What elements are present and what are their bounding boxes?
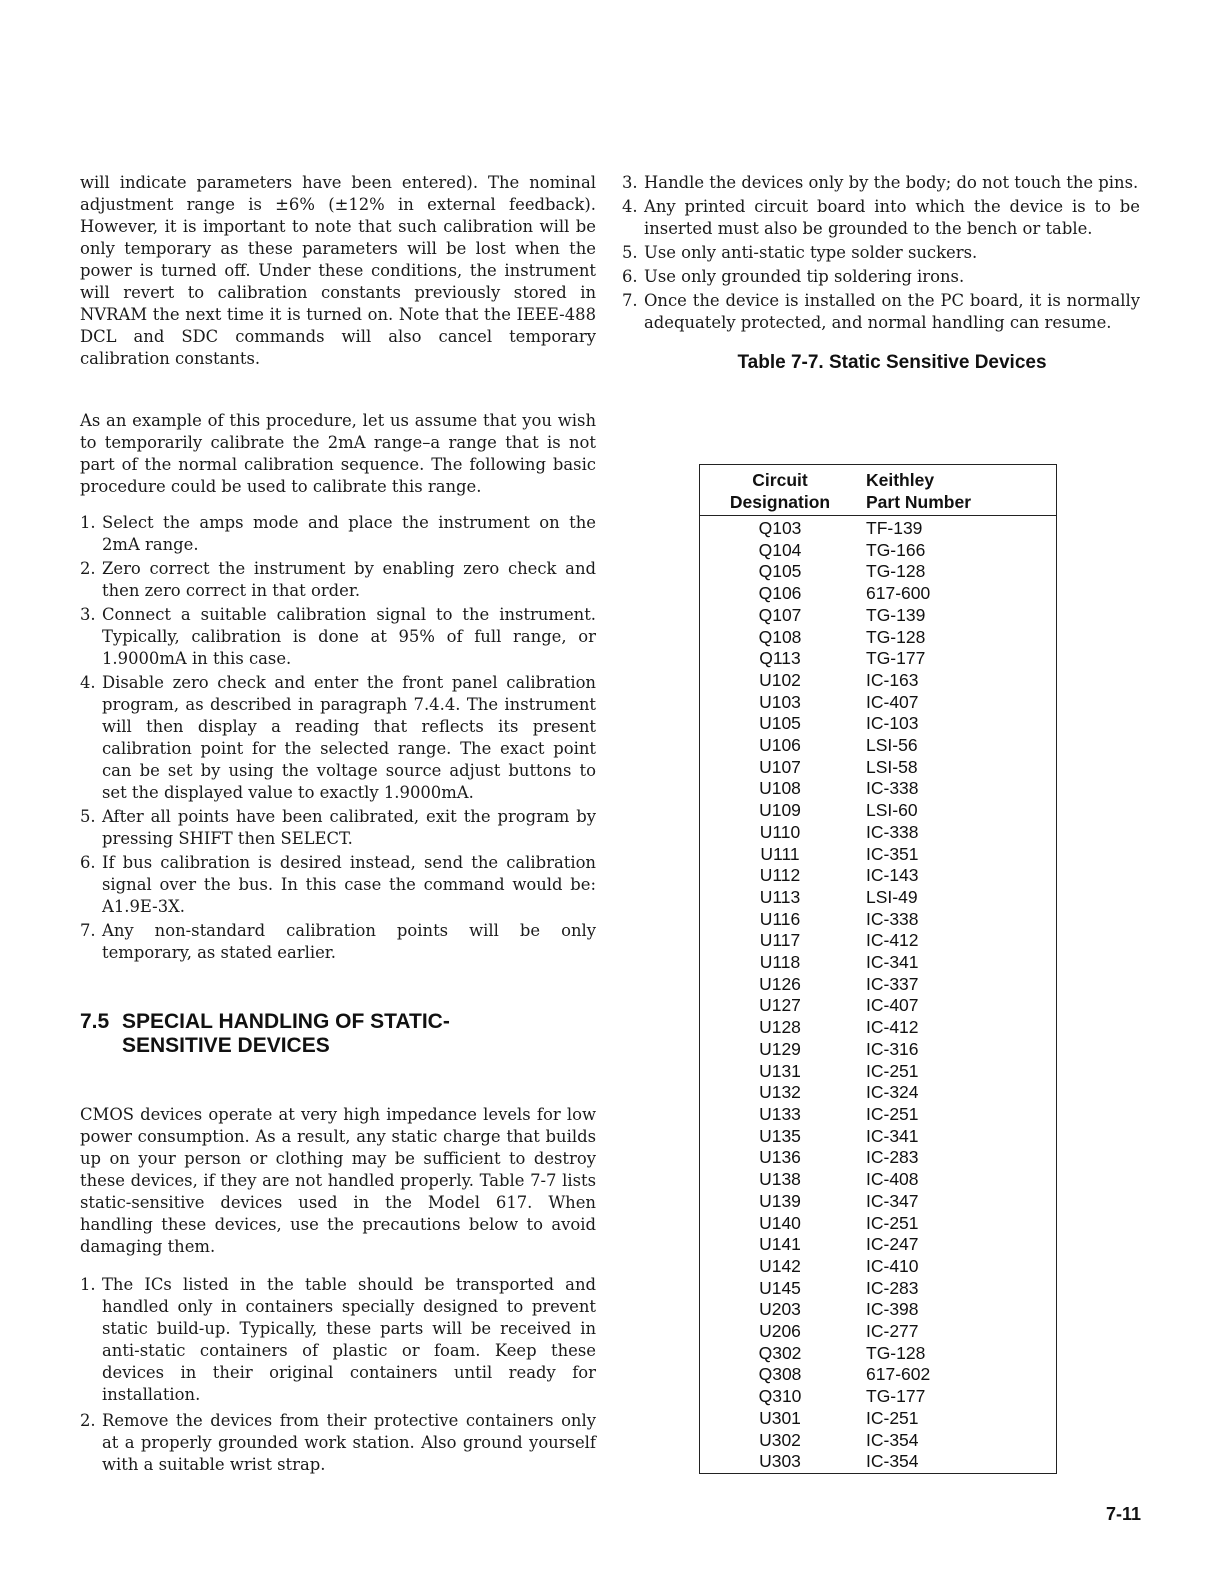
circuit-designation-cell: Q302 [758, 1342, 802, 1363]
circuit-designation-cell: U126 [759, 973, 801, 994]
part-number-cell: IC-398 [866, 1299, 919, 1320]
part-number-cell: IC-163 [866, 669, 919, 690]
list-item-text: Any non-standard calibration points will be only temporary, as stated earlier. [102, 921, 596, 962]
table-row [700, 757, 1056, 779]
circuit-designation-cell: U113 [759, 886, 801, 907]
table-row [700, 1017, 1056, 1039]
header-part-number [860, 469, 1056, 513]
list-item-number: 4. [80, 673, 96, 692]
circuit-designation-cell: U133 [759, 1103, 801, 1124]
circuit-designation-cell: U302 [759, 1429, 801, 1450]
circuit-designation-cell: U116 [759, 908, 801, 929]
circuit-designation-cell: U132 [759, 1082, 801, 1103]
table-row [700, 1386, 1056, 1408]
list-item-number: 2. [80, 559, 96, 578]
part-number-cell: TG-128 [866, 561, 926, 582]
list-item [622, 242, 1140, 264]
table-row [700, 1451, 1056, 1473]
circuit-designation-cell: U106 [759, 735, 801, 756]
part-number-cell: IC-251 [866, 1212, 919, 1233]
part-number-cell: IC-341 [866, 1125, 919, 1146]
circuit-designation-cell: U111 [760, 843, 800, 864]
part-number-cell: IC-408 [866, 1169, 919, 1190]
list-item-text: If bus calibration is desired instead, send the calibration signal over the bus. In this case the command would be: A1.9E-3X. [102, 853, 596, 916]
table-row [700, 1039, 1056, 1061]
table-row [700, 1321, 1056, 1343]
part-number-cell: IC-351 [866, 843, 919, 864]
part-number-cell: IC-277 [866, 1321, 919, 1342]
list-item [80, 672, 596, 804]
static-devices-table [699, 464, 1057, 1474]
table-row [700, 670, 1056, 692]
page-number: 7-11 [1106, 1504, 1142, 1524]
part-number-cell: IC-354 [866, 1429, 919, 1450]
part-number-cell: IC-247 [866, 1234, 919, 1255]
list-item [80, 558, 596, 602]
header-col1-line1: Circuit [752, 470, 808, 490]
part-number-cell: IC-341 [866, 952, 919, 973]
table-row [700, 778, 1056, 800]
circuit-designation-cell: Q106 [758, 583, 802, 604]
list-item-text: Any printed circuit board into which the device is to be inserted must also be grounded to the bench or table. [644, 197, 1140, 238]
list-item [80, 1410, 596, 1476]
circuit-designation-cell: U145 [759, 1277, 801, 1298]
part-number-cell: IC-354 [866, 1451, 919, 1472]
intro-paragraph: will indicate parameters have been entered). The nominal adjustment range is ±6% (±12% in external feedback). However, it is important to note that such calibration will be only temporary as these parameters will be lost when the power is turned off. Under these conditions, the instrument will revert to calibration constants previously stored in NVRAM the next time it is turned on. Note that the IEEE-488 DCL and SDC commands will also cancel temporary calibration constants. [80, 173, 596, 368]
part-number-cell: IC-103 [866, 713, 919, 734]
header-col1-line2: Designation [729, 492, 831, 512]
part-number-cell: IC-251 [866, 1060, 919, 1081]
table-row [700, 540, 1056, 562]
table-row [700, 1147, 1056, 1169]
table-row [700, 692, 1056, 714]
table-header [700, 465, 1056, 516]
table-row [700, 518, 1056, 540]
part-number-cell: IC-338 [866, 778, 919, 799]
circuit-designation-cell: U102 [759, 669, 801, 690]
part-number-cell: IC-316 [866, 1038, 919, 1059]
section-title-line1: SPECIAL HANDLING OF STATIC- [122, 1010, 450, 1033]
table-row [700, 1343, 1056, 1365]
circuit-designation-cell: Q108 [758, 626, 802, 647]
list-item-text: Zero correct the instrument by enabling zero check and then zero correct in that order. [102, 559, 596, 600]
table-row [700, 1169, 1056, 1191]
list-item-number: 3. [622, 173, 638, 192]
part-number-cell: 617-602 [866, 1364, 931, 1385]
part-number-cell: IC-324 [866, 1082, 919, 1103]
precaution-list-left [80, 1274, 596, 1476]
part-number-cell: TG-128 [866, 626, 926, 647]
table-row [700, 1299, 1056, 1321]
circuit-designation-cell: U203 [759, 1299, 801, 1320]
part-number-cell: TF-139 [866, 518, 923, 538]
cmos-paragraph: CMOS devices operate at very high impedance levels for low power consumption. As a result, any static charge that builds up on your person or clothing may be sufficient to destroy these devices, if they are not handled properly. Table 7-7 lists static-sensitive devices used in the Model 617. When handling these devices, use the precautions below to avoid damaging them. [80, 1105, 596, 1256]
table-row [700, 800, 1056, 822]
header-col2-line2: Part Number [866, 492, 972, 512]
header-col2-line1: Keithley [866, 470, 935, 490]
table-row [700, 561, 1056, 583]
circuit-designation-cell: Q105 [758, 561, 802, 582]
list-item-number: 2. [80, 1411, 96, 1430]
list-item-text: Handle the devices only by the body; do not touch the pins. [644, 173, 1139, 192]
list-item-number: 7. [80, 921, 96, 940]
precaution-list-right [622, 172, 1140, 334]
circuit-designation-cell: U139 [759, 1190, 801, 1211]
part-number-cell: IC-412 [866, 1017, 919, 1038]
table-row [700, 1278, 1056, 1300]
part-number-cell: LSI-58 [866, 756, 918, 777]
circuit-designation-cell: U301 [759, 1407, 801, 1428]
list-item-text: Use only grounded tip soldering irons. [644, 267, 965, 286]
part-number-cell: IC-338 [866, 908, 919, 929]
list-item-text: Connect a suitable calibration signal to the instrument. Typically, calibration is done at 95% of full range, or 1.9000mA in this case. [102, 605, 596, 668]
part-number-cell: IC-338 [866, 821, 919, 842]
table-row [700, 1126, 1056, 1148]
table-row [700, 952, 1056, 974]
circuit-designation-cell: U142 [759, 1255, 801, 1276]
list-item-number: 4. [622, 197, 638, 216]
circuit-designation-cell: Q103 [758, 518, 802, 538]
circuit-designation-cell: Q107 [758, 604, 802, 625]
circuit-designation-cell: U107 [759, 756, 801, 777]
list-item-number: 7. [622, 291, 638, 310]
circuit-designation-cell: U131 [759, 1060, 801, 1081]
table-row [700, 1430, 1056, 1452]
table-row [700, 844, 1056, 866]
table-row [700, 1191, 1056, 1213]
table-row [700, 822, 1056, 844]
table-row [700, 1061, 1056, 1083]
circuit-designation-cell: U103 [759, 691, 801, 712]
table-row [700, 1104, 1056, 1126]
part-number-cell: TG-166 [866, 539, 926, 560]
part-number-cell: IC-251 [866, 1103, 919, 1124]
circuit-designation-cell: U117 [759, 930, 801, 951]
circuit-designation-cell: U108 [759, 778, 801, 799]
list-item [622, 172, 1140, 194]
circuit-designation-cell: U129 [759, 1038, 801, 1059]
circuit-designation-cell: U127 [759, 995, 801, 1016]
part-number-cell: IC-283 [866, 1277, 919, 1298]
table-row [700, 1234, 1056, 1256]
right-column [622, 172, 1140, 374]
part-number-cell: IC-407 [866, 691, 919, 712]
table-row [700, 930, 1056, 952]
list-item-number: 1. [80, 513, 96, 532]
part-number-cell: IC-143 [866, 865, 919, 886]
list-item-text: After all points have been calibrated, exit the program by pressing SHIFT then SELECT. [102, 807, 596, 848]
list-item-number: 6. [80, 853, 96, 872]
table-row [700, 648, 1056, 670]
list-item-number: 5. [622, 243, 638, 262]
part-number-cell: TG-177 [866, 648, 926, 669]
calibration-procedure-list [80, 512, 596, 964]
circuit-designation-cell: U135 [759, 1125, 801, 1146]
list-item-number: 1. [80, 1275, 96, 1294]
circuit-designation-cell: U141 [759, 1234, 801, 1255]
table-row [700, 1213, 1056, 1235]
part-number-cell: TG-128 [866, 1342, 926, 1363]
circuit-designation-cell: U112 [759, 865, 801, 886]
list-item [80, 920, 596, 964]
list-item-number: 5. [80, 807, 96, 826]
part-number-cell: IC-407 [866, 995, 919, 1016]
table-row [700, 713, 1056, 735]
part-number-cell: LSI-49 [866, 886, 918, 907]
circuit-designation-cell: U118 [759, 952, 801, 973]
table-row [700, 583, 1056, 605]
part-number-cell: TG-139 [866, 604, 926, 625]
list-item-text: Once the device is installed on the PC board, it is normally adequately protected, and normal handling can resume. [644, 291, 1140, 332]
table-row [700, 887, 1056, 909]
list-item-text: Use only anti-static type solder suckers. [644, 243, 978, 262]
part-number-cell: 617-600 [866, 583, 931, 604]
header-circuit-designation [700, 469, 860, 513]
list-item [80, 852, 596, 918]
list-item [80, 1274, 596, 1406]
part-number-cell: IC-337 [866, 973, 919, 994]
table-row [700, 909, 1056, 931]
example-paragraph: As an example of this procedure, let us assume that you wish to temporarily calibrate the 2mA range–a range that is not part of the normal calibration sequence. The following basic procedure could be used to calibrate this range. [80, 411, 596, 496]
list-item [622, 290, 1140, 334]
circuit-designation-cell: U206 [759, 1321, 801, 1342]
circuit-designation-cell: Q310 [758, 1386, 802, 1407]
section-number: 7.5 [80, 1010, 110, 1033]
circuit-designation-cell: U136 [759, 1147, 801, 1168]
list-item-text: The ICs listed in the table should be transported and handled only in containers specially designed to prevent static build-up. Typically, these parts will be received in anti-static containers of plastic or foam. Keep these devices in their original containers until ready for installation. [102, 1275, 596, 1404]
list-item [80, 512, 596, 556]
part-number-cell: IC-410 [866, 1255, 919, 1276]
part-number-cell: LSI-60 [866, 800, 918, 821]
circuit-designation-cell: U140 [759, 1212, 801, 1233]
left-column [80, 172, 596, 1480]
table-row [700, 865, 1056, 887]
table-row [700, 1408, 1056, 1430]
part-number-cell: IC-412 [866, 930, 919, 951]
part-number-cell: IC-251 [866, 1407, 919, 1428]
part-number-cell: TG-177 [866, 1386, 926, 1407]
table-row [700, 1364, 1056, 1386]
list-item [622, 266, 1140, 288]
table-row [700, 735, 1056, 757]
part-number-cell: IC-347 [866, 1190, 919, 1211]
section-heading [80, 1010, 596, 1058]
table-row [700, 1256, 1056, 1278]
table-row [700, 627, 1056, 649]
table-row [700, 1082, 1056, 1104]
table-body [700, 516, 1056, 1473]
list-item-number: 3. [80, 605, 96, 624]
circuit-designation-cell: U128 [759, 1017, 801, 1038]
table-row [700, 605, 1056, 627]
list-item-text: Select the amps mode and place the instrument on the 2mA range. [102, 513, 596, 554]
table-row [700, 974, 1056, 996]
list-item-text: Remove the devices from their protective containers only at a properly grounded work station. Also ground yourself with a suitable wrist strap. [102, 1411, 596, 1474]
circuit-designation-cell: Q113 [759, 648, 801, 669]
table-row [700, 995, 1056, 1017]
circuit-designation-cell: U109 [759, 800, 801, 821]
part-number-cell: IC-283 [866, 1147, 919, 1168]
part-number-cell: LSI-56 [866, 735, 918, 756]
section-title-line2: SENSITIVE DEVICES [122, 1034, 330, 1057]
list-item-text: Disable zero check and enter the front panel calibration program, as described in paragraph 7.4.4. The instrument will then display a reading that reflects its present calibration point for the selected range. The exact point can be set by using the voltage source adjust buttons to set the displayed value to exactly 1.9000mA. [102, 673, 596, 802]
table-title: Table 7-7. Static Sensitive Devices [737, 352, 1047, 373]
circuit-designation-cell: U105 [759, 713, 801, 734]
circuit-designation-cell: U303 [759, 1451, 801, 1472]
list-item [80, 604, 596, 670]
circuit-designation-cell: U110 [759, 821, 801, 842]
list-item [622, 196, 1140, 240]
circuit-designation-cell: Q104 [758, 539, 802, 560]
list-item-number: 6. [622, 267, 638, 286]
list-item [80, 806, 596, 850]
circuit-designation-cell: Q308 [758, 1364, 802, 1385]
circuit-designation-cell: U138 [759, 1169, 801, 1190]
